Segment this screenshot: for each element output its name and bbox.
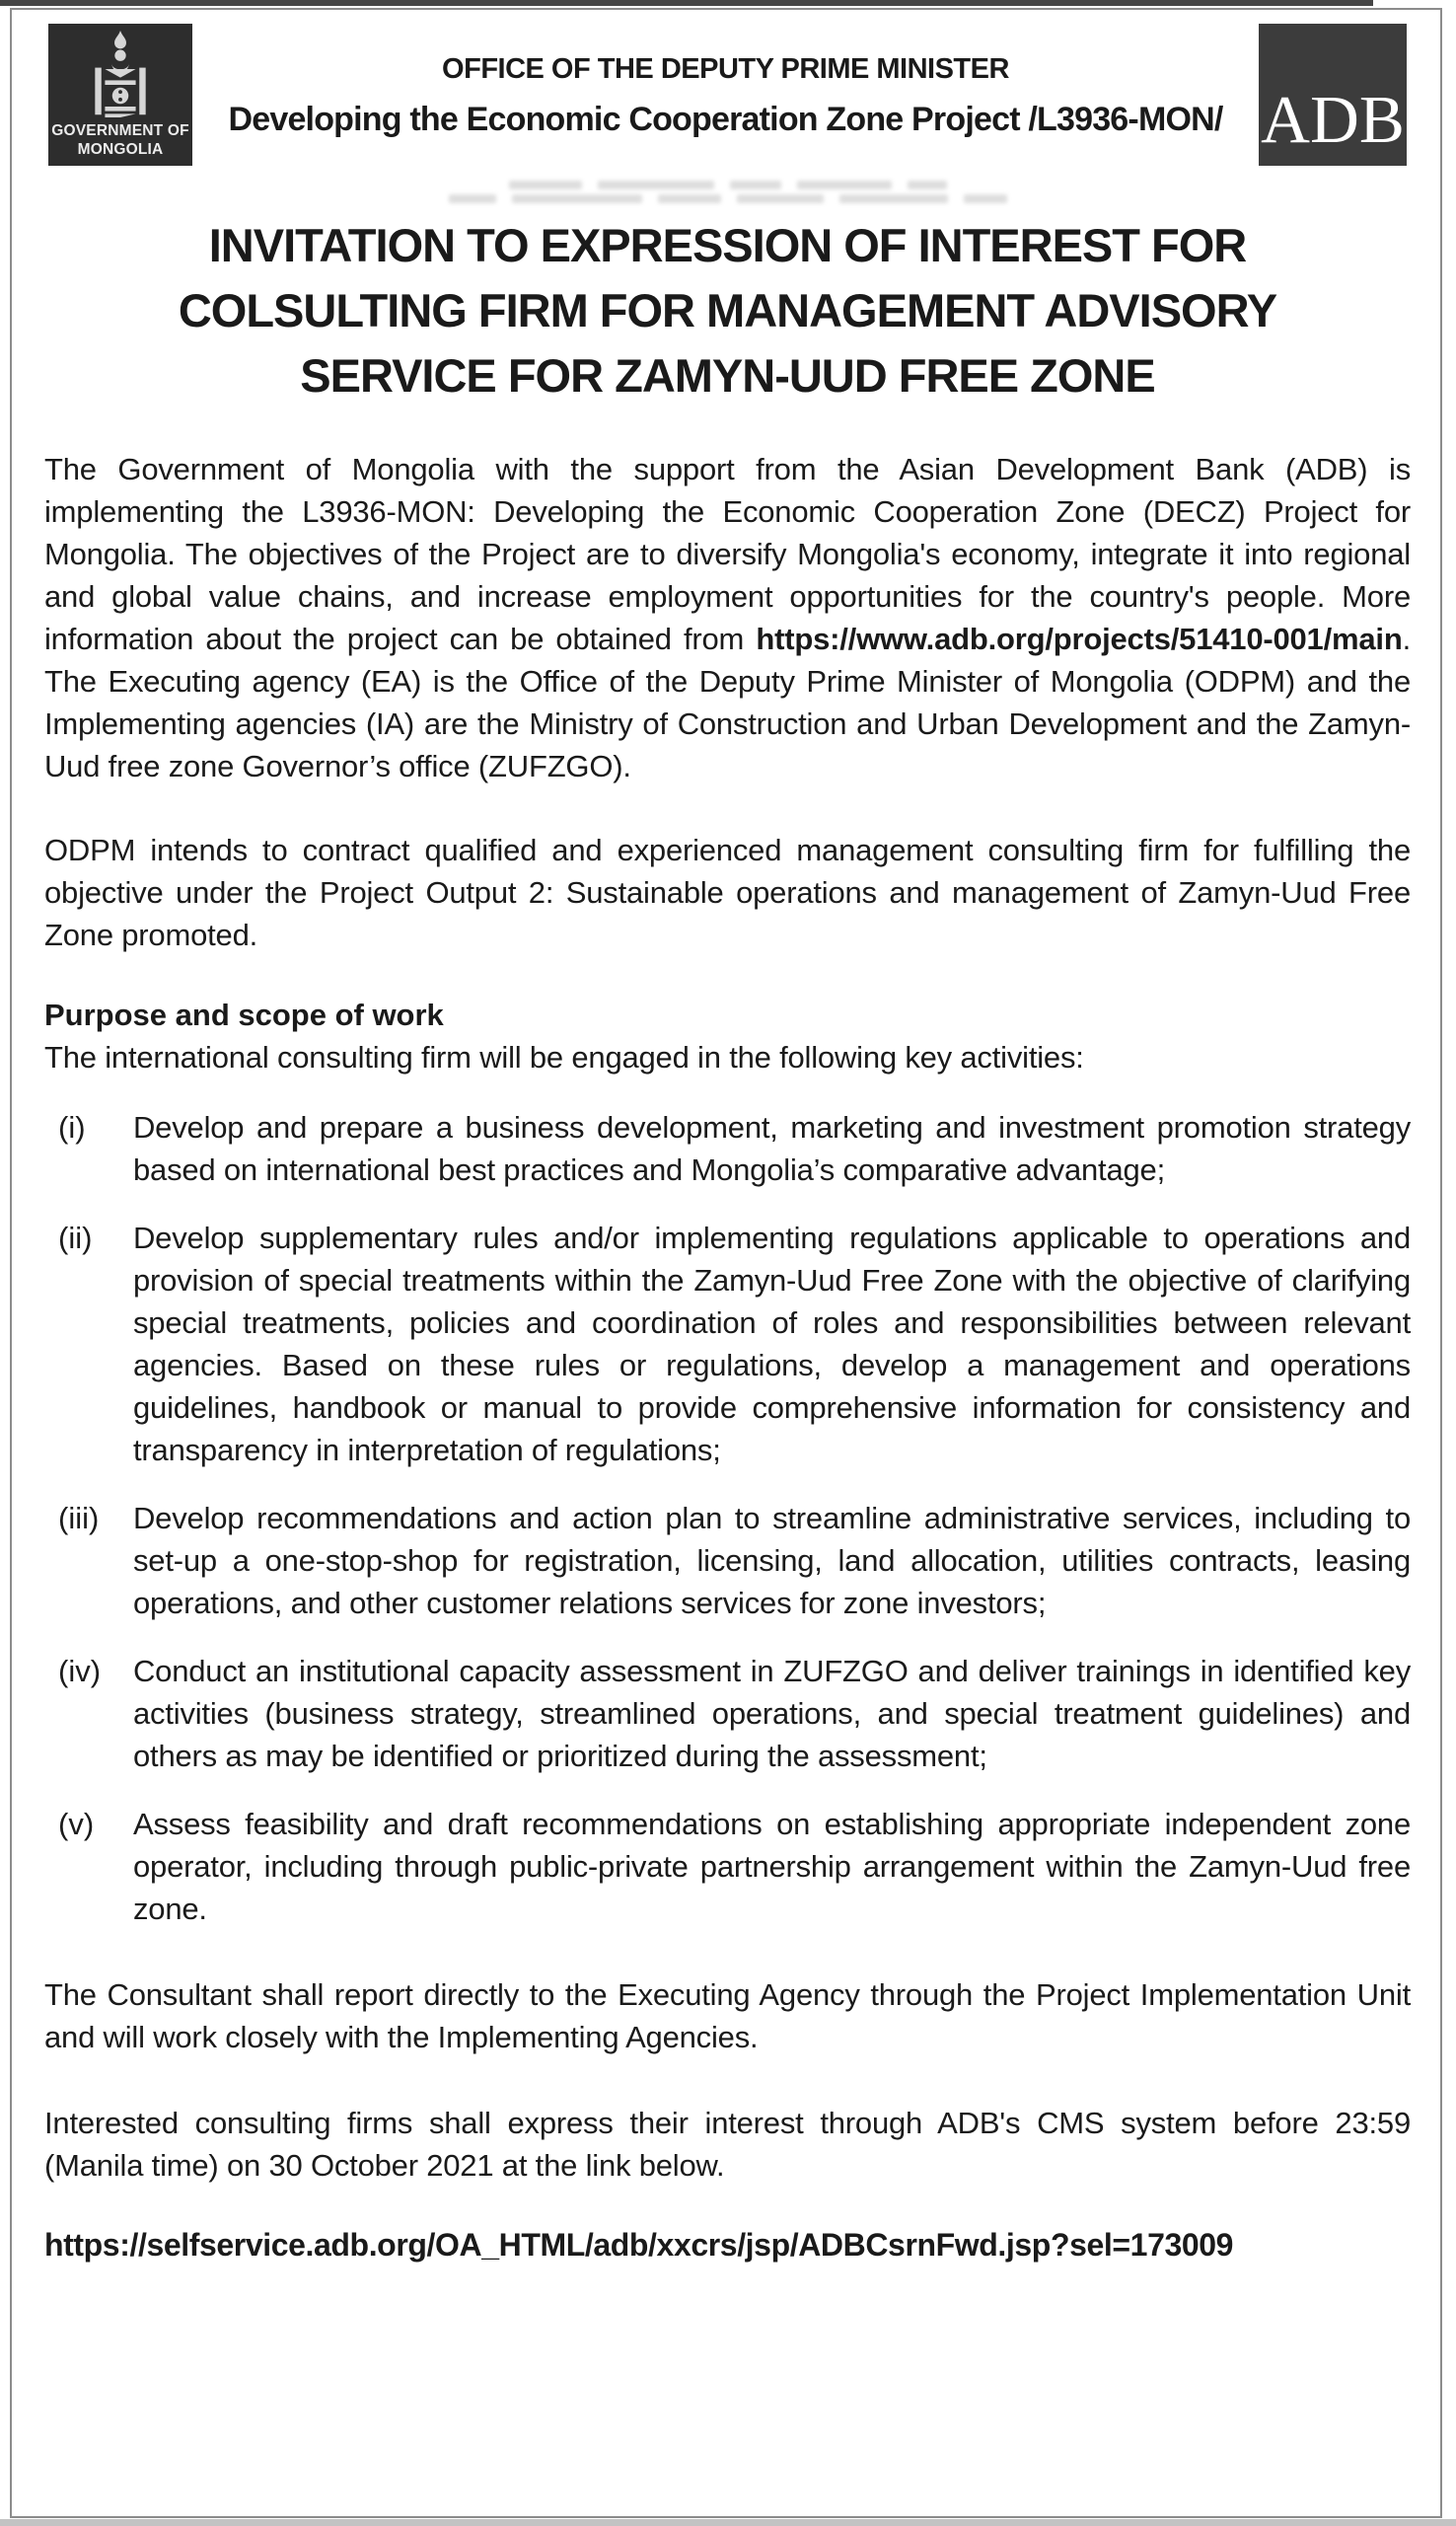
list-item-text: Conduct an institutional capacity assessment in ZUFZGO and deliver trainings in identified key activities (business strategy, streamlined operations, and special treatment guidelines) and others as may be identified or prioritized during the assessment; (133, 1654, 1411, 1773)
intro-paragraph-text: The Government of Mongolia with the support from the Asian Development Bank (ADB) is implementing the L3936-MON: Developing the Economic Cooperation Zone (DECZ) Project for Mongolia. The objectives of the Project are to diversify Mongolia's economy, integrate it into regional and global value chains, and increase employment opportunities for the country's people. More information about the project can be obtained from (44, 452, 1411, 656)
project-name: Developing the Economic Cooperation Zone Project /L3936-MON/ (228, 101, 1223, 138)
adb-logo-text: ADB (1261, 82, 1405, 157)
list-item-marker: (i) (58, 1110, 86, 1145)
list-item-text: Develop and prepare a business development, marketing and investment promotion strategy based on international best practices and Mongolia’s comparative advantage; (133, 1110, 1411, 1187)
gov-logo-caption-line2: MONGOLIA (77, 141, 164, 158)
list-item (44, 1803, 1411, 1930)
list-item (44, 1217, 1411, 1471)
soyombo-emblem-icon (88, 31, 153, 117)
list-item-text: Develop supplementary rules and/or implementing regulations applicable to operations and provision of special treatments within the Zamyn-Uud Free Zone with the objective of clarifying special treatments, policies and coordination of roles and responsibilities between relevant agencies. Based on these rules or regulations, develop a management and operations guidelines, handbook or manual to provide comprehensive information for consistency and transparency in interpretation of regulations; (133, 1221, 1411, 1467)
print-artifact-row (449, 194, 1007, 203)
submission-url-text: https://selfservice.adb.org/OA_HTML/adb/xxcrs/jsp/ADBCsrnFwd.jsp?sel=173009 (44, 2227, 1234, 2263)
scope-intro: The international consulting firm will be engaged in the following key activities: (44, 1040, 1084, 1075)
gov-logo-caption (51, 121, 189, 159)
gov-logo-caption-line1: GOVERNMENT OF (51, 122, 189, 139)
notice-title-line3: SERVICE FOR ZAMYN-UUD FREE ZONE (300, 349, 1155, 402)
list-item-marker: (iii) (58, 1501, 100, 1535)
list-item-marker: (ii) (58, 1221, 93, 1255)
list-item-text: Assess feasibility and draft recommendations on establishing appropriate independent zone operator, including through public-private partnership arrangement within the Zamyn-Uud free zone. (133, 1807, 1411, 1926)
document-page (10, 8, 1442, 2518)
adb-logo (1259, 24, 1407, 166)
list-item-text: Develop recommendations and action plan to streamline administrative services, including to set-up a one-stop-shop for registration, licensing, land allocation, utilities contracts, leasing operations, and other customer relations services for zone investors; (133, 1501, 1411, 1620)
odpm-paragraph: ODPM intends to contract qualified and experienced management consulting firm for fulfilling the objective under the Project Output 2: Sustainable operations and management of Zamyn-Uud Free Zone promoted. (44, 833, 1411, 952)
government-of-mongolia-logo (48, 24, 192, 166)
print-artifact-row (509, 181, 947, 189)
notice-title (44, 213, 1411, 409)
consultant-paragraph: The Consultant shall report directly to the Executing Agency through the Project Implementation Unit and will work closely with the Implementing Agencies. (44, 1977, 1411, 2054)
scope-heading: Purpose and scope of work (44, 998, 444, 1032)
scope-list (44, 1106, 1411, 1930)
scan-edge-strip-bottom (0, 2519, 1456, 2526)
project-url-text: https://www.adb.org/projects/51410-001/main (756, 622, 1403, 656)
header-titles (192, 24, 1259, 139)
list-item (44, 1106, 1411, 1191)
notice-title-line1: INVITATION TO EXPRESSION OF INTEREST FOR (208, 219, 1247, 271)
print-artifact (44, 168, 1411, 211)
office-name: OFFICE OF THE DEPUTY PRIME MINISTER (442, 53, 1009, 85)
interest-paragraph: Interested consulting firms shall express their interest through ADB's CMS system before 23:59 (Manila time) on 30 October 2021 at the link below. (44, 2106, 1411, 2183)
list-item (44, 1497, 1411, 1624)
document-header (48, 24, 1407, 166)
intro-paragraph (44, 448, 1411, 787)
list-item-marker: (iv) (58, 1654, 102, 1688)
notice-title-line2: COLSULTING FIRM FOR MANAGEMENT ADVISORY (178, 284, 1277, 336)
list-item-marker: (v) (58, 1807, 95, 1841)
intro-paragraph-text-after: . The Executing agency (EA) is the Office of the Deputy Prime Minister of Mongolia (ODPM) and the Implementing agencies (IA) are the Ministry of Construction and Urban Development and the Zamyn-Uud free zone Governor’s office (ZUFZGO). (44, 622, 1411, 783)
scan-edge-strip (0, 0, 1373, 6)
list-item (44, 1650, 1411, 1777)
